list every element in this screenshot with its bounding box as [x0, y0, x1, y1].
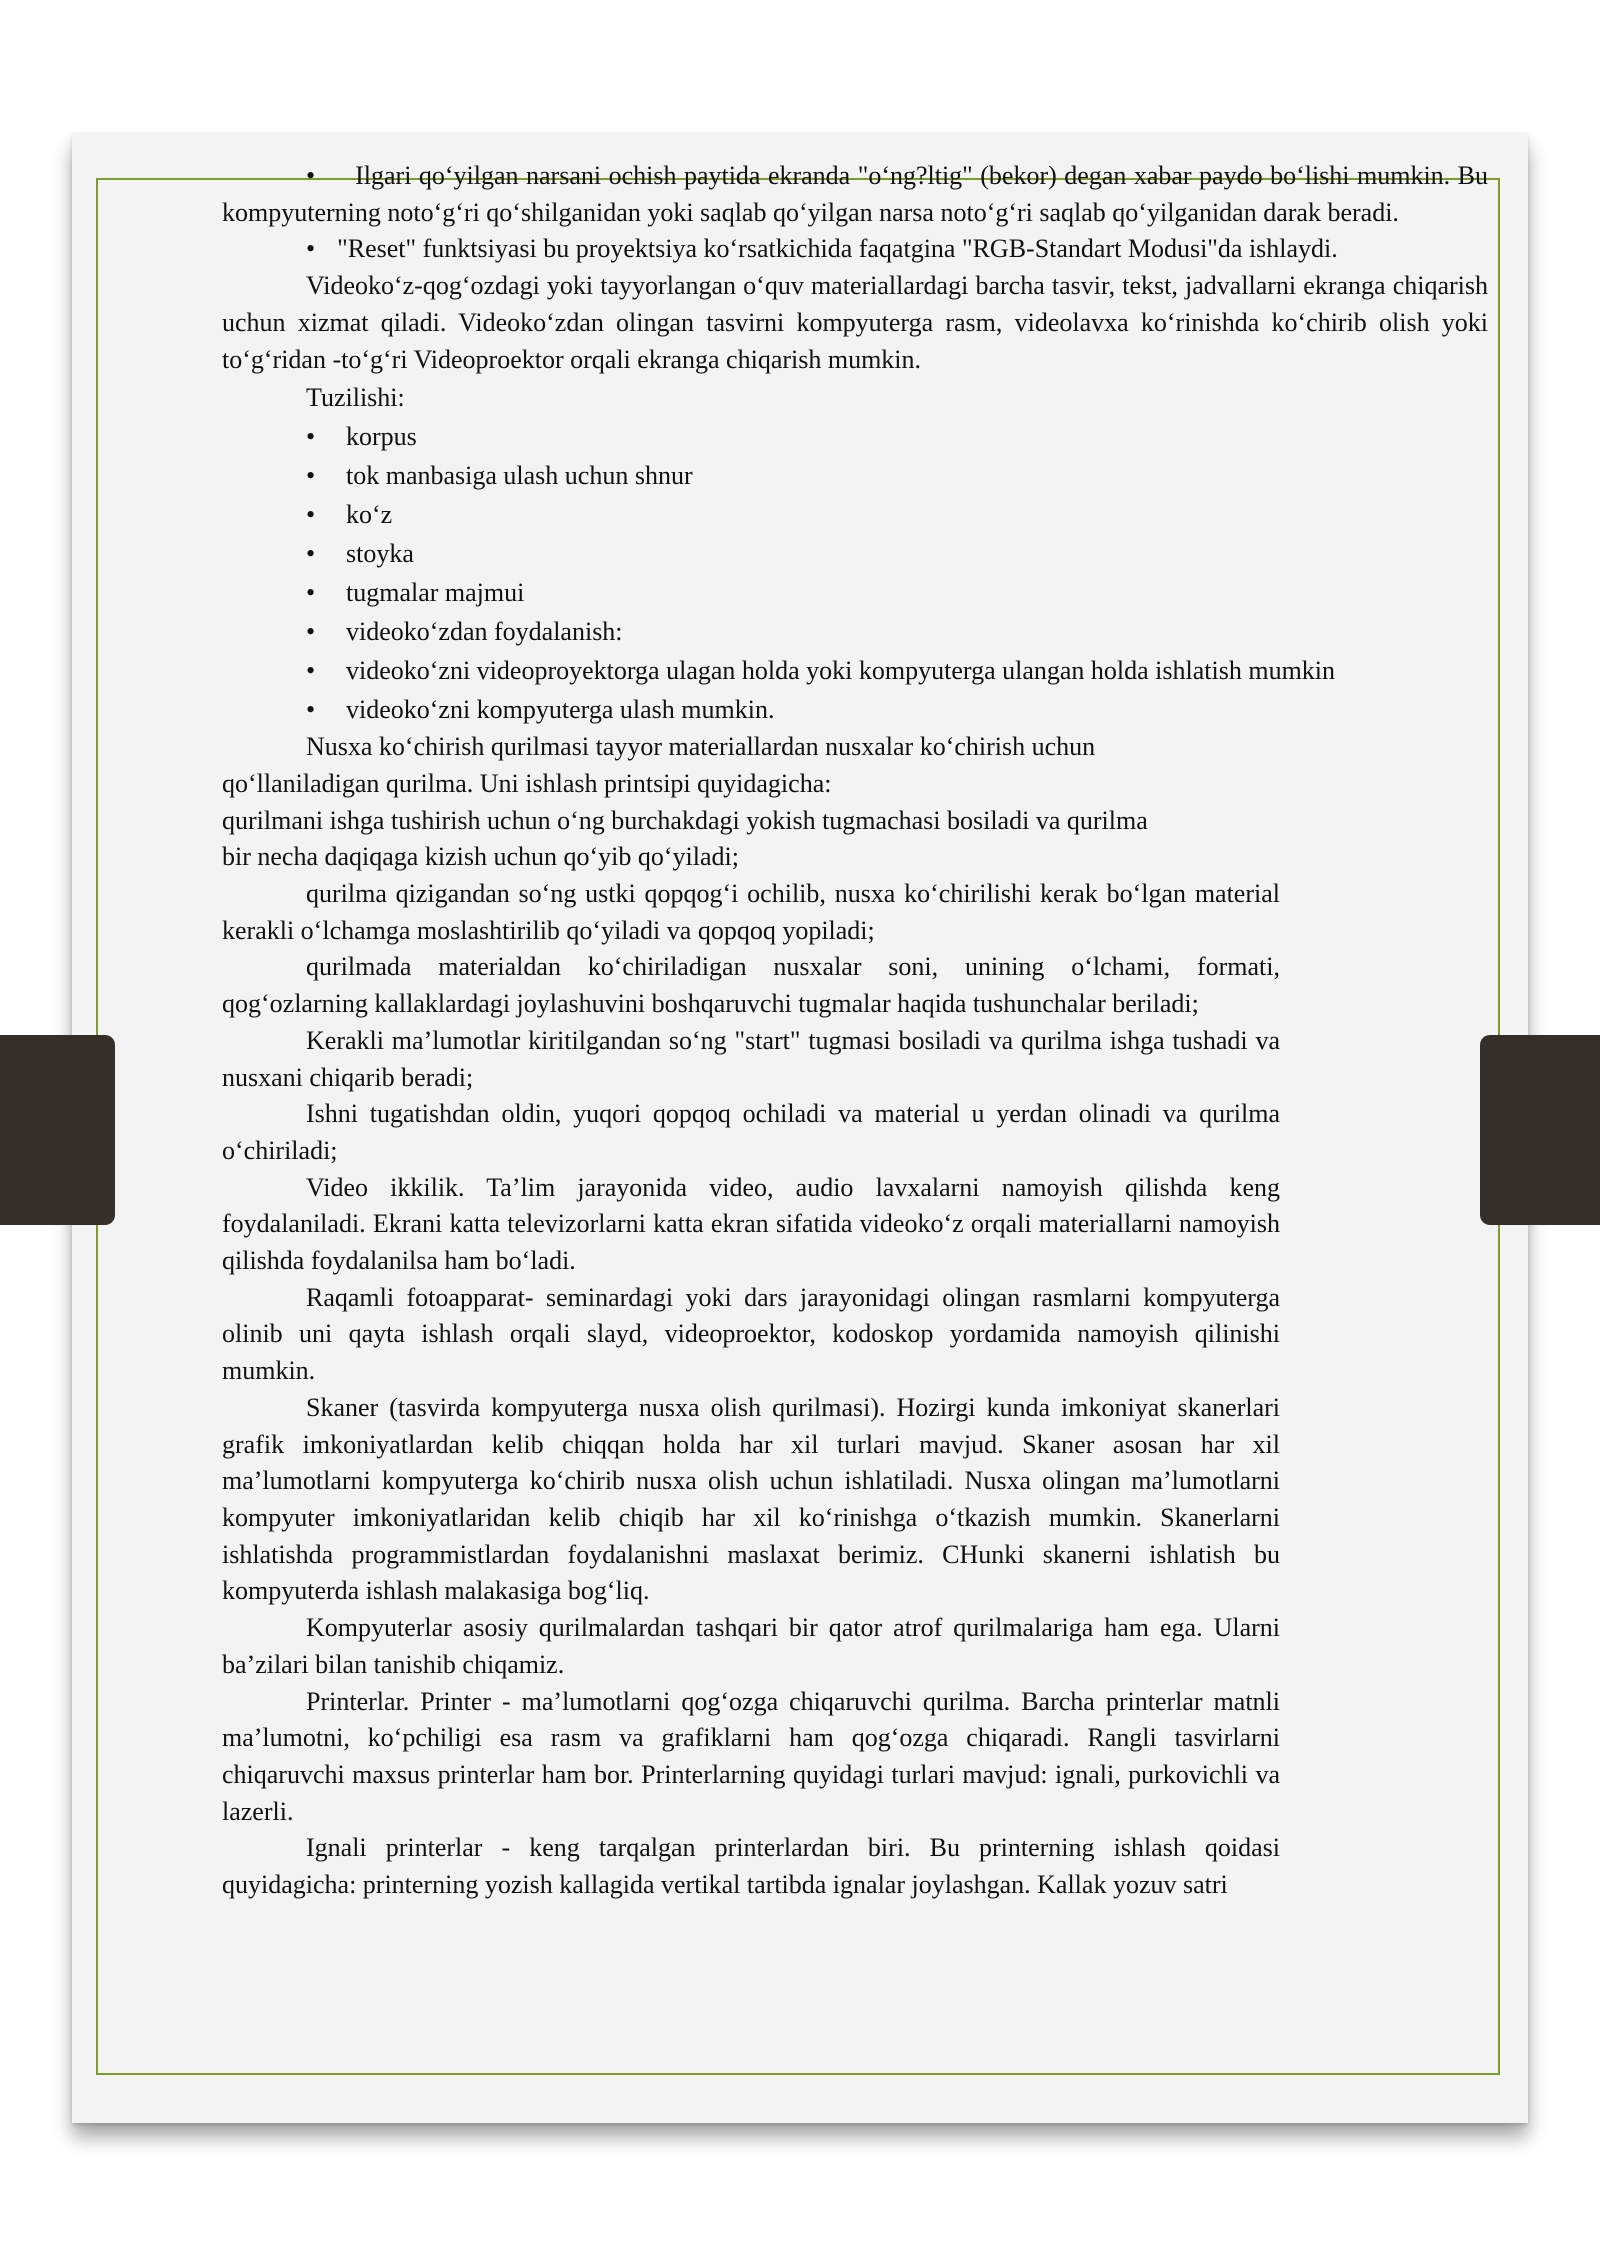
list-item: • stoyka — [222, 534, 1488, 573]
bullet-icon: • — [306, 422, 316, 452]
paragraph-atrof-qurilmalar: Kompyuterlar asosiy qurilmalardan tashqari bir qator atrof qurilmalariga ham ega. Ularni ba’zilari bilan tanishib chiqamiz. — [222, 1613, 1280, 1679]
bullet-icon: • — [306, 578, 316, 608]
list-item: • korpus — [222, 417, 1488, 456]
document-body — [222, 158, 1488, 1904]
list-item: • ko‘z — [222, 495, 1488, 534]
paragraph-skaner: Skaner (tasvirda kompyuterga nusxa olish qurilmasi). Hozirgi kunda imkoniyat skanerlari grafik imkoniyatlardan kelib chiqqan holda har xil turlari mavjud. Skaner asosan har xil ma’lumotlarni kompyuterga ko‘chirib nusxa olish uchun ishlatiladi. Nusxa olingan ma’lumotlarni kompyuter imkoniyatlaridan kelib chiqib har xil ko‘rinishga o‘tkazish mumkin. Skanerlarni ishlatishda programmistlardan foydalanishni maslaxat berimiz. CHunki skanerni ishlatish bu kompyuterda ishlash malakasiga bog‘liq. — [222, 1392, 1280, 1606]
bullet-icon: • — [306, 656, 316, 686]
paragraph-raqamli-fotoapparat: Raqamli fotoapparat- seminardagi yoki dars jarayonidagi olingan rasmlarni kompyuterga olinib uni qayta ishlash orqali slayd, videoproektor, kodoskop yordamida namoyish qilinishi mumkin. — [222, 1282, 1280, 1386]
paragraph-step-2: qurilma qizigandan so‘ng ustki qopqog‘i ochilib, nusxa ko‘chirilishi kerak bo‘lgan material kerakli o‘lchamga moslashtirilib qo‘yiladi va qopqoq yopiladi; — [222, 879, 1280, 945]
paragraph-printerlar: Printerlar. Printer - ma’lumotlarni qog‘ozga chiqaruvchi qurilma. Barcha printerlar matnli ma’lumotni, ko‘pchiligi esa rasm va grafiklarni ham qog‘ozga chiqaradi. Rangli tasvirlarni chiqaruvchi maxsus printerlar ham bor. Printerlarning quyidagi turlari mavjud: ignali, purkovichli va lazerli. — [222, 1686, 1280, 1826]
paragraph-step-1-line2: bir necha daqiqaga kizish uchun qo‘yib qo‘yiladi; — [222, 842, 739, 872]
paragraph-nusxa-line2: qo‘llaniladigan qurilma. Uni ishlash printsipi quyidagicha: — [222, 768, 832, 798]
list-item: • tugmalar majmui — [222, 573, 1488, 612]
left-side-tab — [0, 1035, 115, 1225]
list-item: • videoko‘zdan foydalanish: — [222, 612, 1488, 651]
list-item: • tok manbasiga ulash uchun shnur — [222, 456, 1488, 495]
list-item: • videoko‘zni kompyuterga ulash mumkin. — [222, 690, 1488, 729]
paragraph-reset: • "Reset" funktsiyasi bu proyektsiya ko‘rsatkichida faqatgina "RGB-Standart Modusi"da ishlaydi. — [306, 234, 1338, 264]
paragraph-bekor-message: • Ilgari qo‘yilgan narsani ochish paytida ekranda "o‘ng?ltig" (bekor) degan xabar paydo bo‘lishi mumkin. Bu kompyuterning noto‘g‘ri qo‘shilganidan yoki saqlab qo‘yilgan narsa noto‘g‘ri saqlab qo‘yilganidan darak beradi. — [222, 161, 1488, 227]
paragraph-step-4: Kerakli ma’lumotlar kiritilgandan so‘ng "start" tugmasi bosiladi va qurilma ishga tushadi va nusxani chiqarib beradi; — [222, 1025, 1280, 1092]
paragraph-videokoz: Videoko‘z-qog‘ozdagi yoki tayyorlangan o‘quv materiallardagi barcha tasvir, tekst, jadvallarni ekranga chiqarish uchun xizmat qiladi. Videoko‘zdan olingan tasvirni kompyuterga rasm, videolavxa ko‘rinishda ko‘chirib olish yoki to‘g‘ridan -to‘g‘ri Videoproektor orqali ekranga chiqarish mumkin. — [222, 271, 1488, 374]
paragraph-ignali-printerlar: Ignali printerlar - keng tarqalgan printerlardan biri. Bu printerning ishlash qoidasi quyidagicha: printerning yozish kallagida vertikal tartibda ignalar joylashgan. Kallak yozuv satri — [222, 1833, 1280, 1900]
right-side-tab — [1480, 1035, 1600, 1225]
list-item: • videoko‘zni videoproyektorga ulagan holda yoki kompyuterga ulangan holda ishlatish mumkin — [222, 651, 1488, 690]
bullet-icon: • — [306, 234, 316, 264]
bullet-icon: • — [306, 539, 316, 569]
paragraph-video-ikkilik: Video ikkilik. Ta’lim jarayonida video, audio lavxalarni namoyish qilishda keng foydalaniladi. Ekrani katta televizorlarni katta ekran sifatida videoko‘z orqali materiallarni namoyish qilishda foydalanilsa ham bo‘ladi. — [222, 1172, 1280, 1276]
bullet-icon: • — [306, 695, 316, 725]
paragraph-step-5: Ishni tugatishdan oldin, yuqori qopqoq ochiladi va material u yerdan olinadi va qurilma o‘chiriladi; — [222, 1099, 1280, 1165]
paragraph-nusxa-line1: Nusxa ko‘chirish qurilmasi tayyor materiallardan nusxalar ko‘chirish uchun — [306, 732, 1096, 762]
bullet-icon: • — [306, 500, 316, 530]
paragraph-step-1-line1: qurilmani ishga tushirish uchun o‘ng burchakdagi yokish tugmachasi bosiladi va qurilma — [222, 805, 1148, 835]
bullet-icon: • — [306, 461, 316, 491]
text-column-narrow — [222, 729, 1280, 1904]
bullet-icon: • — [306, 617, 316, 647]
heading-tuzilishi: Tuzilishi: — [306, 383, 405, 413]
bullet-icon: • — [306, 161, 316, 190]
paragraph-step-3: qurilmada materialdan ko‘chiriladigan nusxalar soni, unining o‘lchami, formati, qog‘ozlarning kallaklardagi joylashuvini boshqaruvchi tugmalar haqida tushunchalar beriladi; — [222, 952, 1280, 1019]
